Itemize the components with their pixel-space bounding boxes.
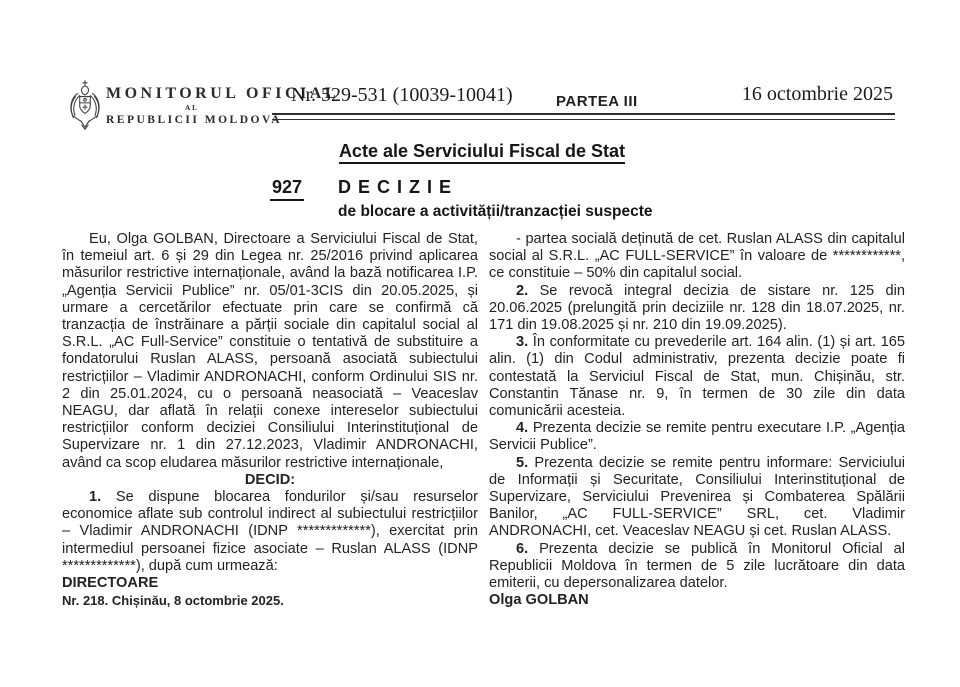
act-number: 927	[270, 177, 304, 201]
publication-al: AL	[185, 104, 199, 112]
decid-heading: DECID:	[244, 471, 296, 488]
intro-paragraph: Eu, Olga GOLBAN, Directoare a Serviciului Fiscal de Stat, în temeiul art. 6 și 29 din Legea nr. 25/2016 privind aplicarea măsurilor restrictive internaționale, având la bază notificarea I.P. „Agenția Servicii Publice” nr. 05/01-3CIS din 20.05.2025, și urmare a cercetărilor efectuate prin care se confirmă că tranzacția de înstrăinare a părții sociale din capitalul social al S.R.L. „AC Full-Service” constituie o tentativă de substituire a fondatorului Ruslan ALASS, persoană asociată subiectului restricțiilor – Vladimir ANDRONACHI, conform Ordinului SIS nr. 2 din 25.01.2024, cu o persoană neasociată – Veaceslav NEAGU, dar aflată în relații conexe intereselor subiectului restricțiilor conform deciziei Consiliului Interinstituțional de Supervizare nr. 1 din 27.12.2023, Vladimir ANDRONACHI, având ca scop eludarea măsurilor restrictive internaționale,	[62, 231, 478, 471]
decision-item-1-number: 1.	[89, 489, 102, 506]
section-title-text: Acte ale Serviciului Fiscal de Stat	[339, 141, 625, 164]
part-label: PARTEA III	[556, 93, 638, 110]
decision-item-6	[489, 541, 905, 593]
decision-item-1-text: Se dispune blocarea fondurilor și/sau resurselor economice aflate sub controlul indirect al subiectului restricțiilor – Vladimir ANDRONACHI (IDNP *************), exercitat prin intermediul persoanei fizice asociate – Ruslan ALASS (IDNP *************), după cum urmează:	[62, 489, 478, 574]
right-column	[489, 231, 905, 609]
issue-date: 16 octombrie 2025	[741, 83, 893, 105]
decision-item-4-text: Prezenta decizie se remite pentru executare I.P. „Agenția Servicii Publice”.	[489, 420, 905, 454]
issue-line: Nr. 218. Chișinău, 8 octombrie 2025.	[62, 593, 284, 609]
decision-item-5-text: Prezenta decizie se remite pentru informare: Serviciului de Informații și Securitate, Consiliului Interinstituțional de Supervizare, Serviciului Prevenirea și Combaterea Spălării Banilor, „AC FULL-SERVICE” SRL, cet. Vladimir ANDRONACHI, cet. Veaceslav NEAGU și cet. Ruslan ALASS.	[489, 454, 905, 540]
masthead-double-rule	[272, 113, 895, 120]
continuation-item	[489, 231, 905, 283]
decision-item-5	[489, 455, 905, 541]
act-title: DECIZIE	[338, 177, 459, 197]
continuation-item-marker: -	[516, 231, 521, 247]
decision-item-2	[489, 283, 905, 335]
decision-item-3-text: În conformitate cu prevederile art. 164 alin. (1) și art. 165 alin. (1) din Codul administrativ, prezenta decizie poate fi contestată la Serviciul Fiscal de Stat, mun. Chișinău, str. Constantin Tănase nr. 9, în termen de 30 zile din data comunicării acesteia.	[489, 334, 905, 420]
moldova-coat-of-arms-icon	[66, 79, 104, 131]
act-heading	[270, 177, 652, 221]
publication-subtitle: REPUBLICII MOLDOVA	[106, 114, 283, 126]
signature-name: Olga GOLBAN	[489, 592, 589, 609]
left-column	[62, 231, 478, 609]
decision-item-4	[489, 420, 905, 454]
decision-item-6-number: 6.	[516, 540, 529, 557]
decision-item-5-number: 5.	[516, 454, 529, 471]
decision-item-2-text: Se revocă integral decizia de sistare nr. 125 din 20.06.2025 (prelungită prin deciziile nr. 128 din 18.07.2025, nr. 171 din 19.08.2025 și nr. 210 din 19.09.2025).	[489, 282, 905, 334]
act-subtitle: de blocare a activității/tranzacției suspecte	[338, 203, 653, 220]
publication-brand	[106, 85, 340, 126]
issue-number: Nr. 529-531 (10039-10041)	[291, 84, 513, 106]
decision-item-3-number: 3.	[516, 334, 529, 351]
decision-item-4-number: 4.	[516, 420, 529, 437]
document-body	[62, 231, 905, 609]
continuation-item-text: partea socială deținută de cet. Ruslan ALASS din capitalul social al S.R.L. „AC FULL-SERVICE” în valoare de ************, ce constituie – 50% din capitalul social.	[489, 231, 906, 282]
decision-item-1	[62, 489, 478, 575]
act-titles	[338, 177, 652, 221]
section-title	[62, 141, 902, 162]
publication-title: MONITORUL OFICIAL	[106, 85, 340, 102]
decision-item-6-text: Prezenta decizie se publică în Monitorul Oficial al Republicii Moldova în termen de 5 zile lucrătoare din data emiterii, cu depersonalizarea datelor.	[489, 540, 905, 592]
signature-role: DIRECTOARE	[62, 575, 159, 592]
decision-item-3	[489, 334, 905, 420]
decision-item-2-number: 2.	[516, 282, 529, 299]
